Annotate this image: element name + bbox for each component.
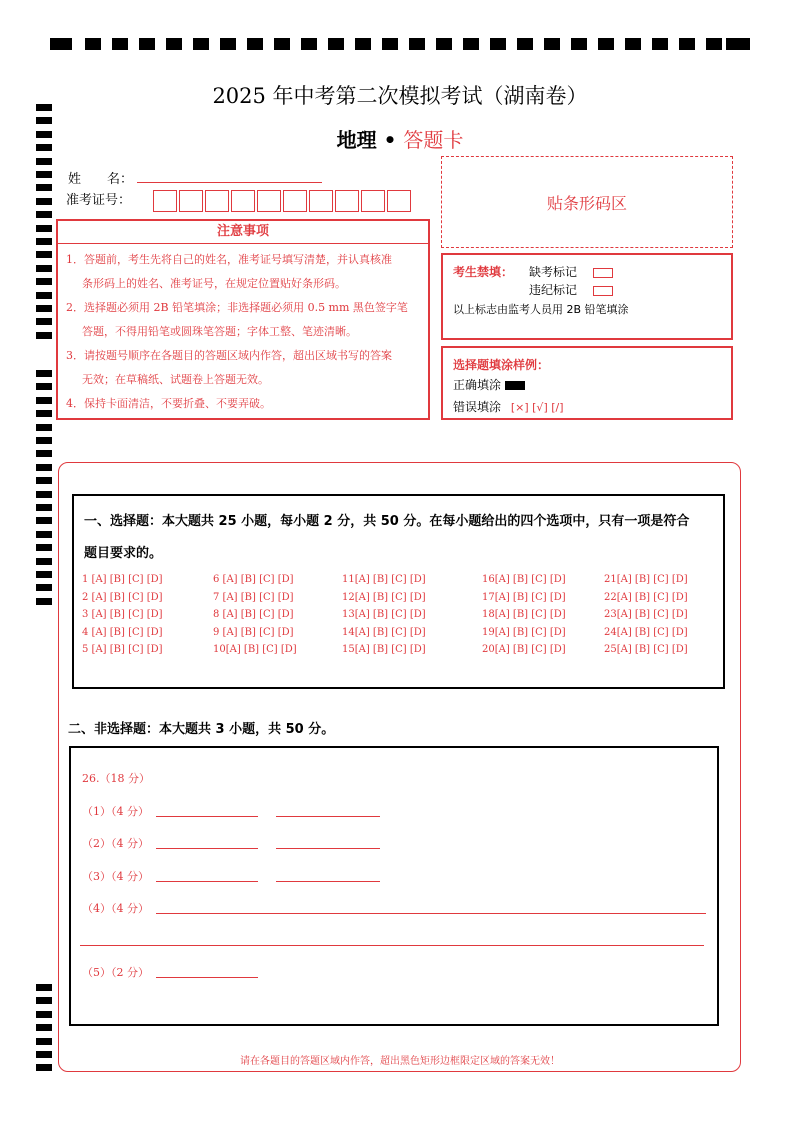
forbid-title: 考生禁填： bbox=[453, 265, 514, 279]
notes-title: 注意事项 bbox=[58, 221, 428, 244]
timing-mark bbox=[36, 517, 52, 524]
id-digit-box[interactable] bbox=[257, 190, 281, 212]
timing-mark bbox=[166, 38, 182, 50]
part-label: （2）（4 分） bbox=[82, 837, 149, 850]
mc-question[interactable]: 10[A] [B] [C] [D] bbox=[213, 644, 297, 655]
timing-mark bbox=[726, 38, 750, 50]
timing-mark bbox=[36, 305, 52, 312]
id-digit-box[interactable] bbox=[179, 190, 203, 212]
dot: • bbox=[383, 128, 397, 152]
part-label: （4）（4 分） bbox=[82, 902, 149, 915]
timing-mark bbox=[36, 504, 52, 511]
timing-mark bbox=[36, 450, 52, 457]
timing-mark bbox=[36, 332, 52, 339]
sample-title: 选择题填涂样例： bbox=[453, 358, 550, 372]
answer-line[interactable] bbox=[156, 913, 706, 914]
timing-mark bbox=[36, 225, 52, 232]
notes-box bbox=[56, 219, 430, 420]
timing-mark bbox=[193, 38, 209, 50]
page-title: 2025 年中考第二次模拟考试（湖南卷） bbox=[212, 84, 588, 108]
mc-question[interactable]: 14[A] [B] [C] [D] bbox=[342, 626, 426, 638]
timing-mark bbox=[36, 598, 52, 605]
timing-mark bbox=[36, 464, 52, 471]
timing-mark bbox=[36, 477, 52, 484]
timing-mark bbox=[112, 38, 128, 50]
mc-question[interactable]: 5 [A] [B] [C] [D] bbox=[82, 644, 163, 655]
answer-line[interactable] bbox=[80, 945, 704, 946]
timing-mark bbox=[36, 265, 52, 272]
mc-question[interactable]: 4 [A] [B] [C] [D] bbox=[82, 626, 163, 638]
id-digit-box[interactable] bbox=[335, 190, 359, 212]
timing-mark bbox=[328, 38, 344, 50]
nonmc-box bbox=[69, 746, 719, 1026]
timing-mark bbox=[301, 38, 317, 50]
mc-question[interactable]: 20[A] [B] [C] [D] bbox=[482, 644, 566, 655]
timing-mark bbox=[36, 292, 52, 299]
timing-mark bbox=[36, 198, 52, 205]
answer-line[interactable] bbox=[156, 977, 258, 978]
id-digit-box[interactable] bbox=[231, 190, 255, 212]
timing-mark bbox=[409, 38, 425, 50]
timing-mark bbox=[517, 38, 533, 50]
timing-mark bbox=[36, 584, 52, 591]
q26-label: 26.（18 分） bbox=[82, 772, 150, 785]
timing-mark bbox=[679, 38, 695, 50]
notes-item: 3．请按题号顺序在各题目的答题区域内作答，超出区域书写的答案 无效；在草稿纸、试题卷上答题无效。 bbox=[66, 349, 392, 386]
mc-question[interactable]: 7 [A] [B] [C] [D] bbox=[213, 591, 294, 603]
notes-item: 1．答题前，考生先将自己的姓名，准考证号填写清楚，并认真核准 条形码上的姓名、准考证号，在规定位置贴好条形码。 bbox=[66, 253, 392, 290]
timing-mark bbox=[571, 38, 587, 50]
violation-mark-row bbox=[529, 281, 613, 298]
mc-question[interactable]: 8 [A] [B] [C] [D] bbox=[213, 609, 294, 620]
timing-mark bbox=[36, 211, 52, 218]
correct-label: 正确填涂 bbox=[453, 378, 502, 392]
mc-question[interactable]: 25[A] [B] [C] [D] bbox=[604, 644, 688, 655]
timing-mark bbox=[220, 38, 236, 50]
id-digit-box[interactable] bbox=[283, 190, 307, 212]
timing-mark bbox=[436, 38, 452, 50]
timing-mark bbox=[36, 437, 52, 444]
answer-line[interactable] bbox=[156, 881, 258, 882]
wrong-marks: [×] [√] [/] bbox=[510, 401, 564, 414]
name-field[interactable] bbox=[137, 182, 322, 183]
sample-box bbox=[441, 346, 733, 420]
timing-mark bbox=[36, 410, 52, 417]
id-digit-box[interactable] bbox=[309, 190, 333, 212]
mc-question[interactable]: 18[A] [B] [C] [D] bbox=[482, 609, 566, 620]
timing-mark bbox=[274, 38, 290, 50]
timing-mark bbox=[36, 158, 52, 165]
absent-mark[interactable] bbox=[593, 268, 613, 278]
mc-question[interactable]: 9 [A] [B] [C] [D] bbox=[213, 626, 294, 638]
timing-mark bbox=[652, 38, 668, 50]
mc-question[interactable]: 11[A] [B] [C] [D] bbox=[342, 574, 426, 585]
card-subtitle bbox=[0, 124, 800, 153]
timing-mark bbox=[36, 278, 52, 285]
mc-question[interactable]: 22[A] [B] [C] [D] bbox=[604, 591, 688, 603]
id-digit-box[interactable] bbox=[361, 190, 385, 212]
timing-marks-top bbox=[50, 38, 750, 50]
mc-question[interactable]: 21[A] [B] [C] [D] bbox=[604, 574, 688, 585]
barcode-area: 贴条形码区 bbox=[441, 156, 733, 248]
correct-row bbox=[453, 376, 525, 393]
id-label: 准考证号： bbox=[66, 193, 132, 208]
id-digit-box[interactable] bbox=[205, 190, 229, 212]
mc-question[interactable]: 13[A] [B] [C] [D] bbox=[342, 609, 426, 620]
mc-question[interactable]: 17[A] [B] [C] [D] bbox=[482, 591, 566, 603]
card-label: 答题卡 bbox=[403, 128, 464, 152]
name-label: 姓 名： bbox=[68, 172, 134, 187]
absent-label: 缺考标记 bbox=[529, 265, 578, 279]
timing-mark bbox=[36, 997, 52, 1004]
timing-mark bbox=[36, 544, 52, 551]
timing-mark bbox=[36, 1038, 52, 1045]
answer-line[interactable] bbox=[276, 848, 380, 849]
mc-question[interactable]: 19[A] [B] [C] [D] bbox=[482, 626, 566, 638]
timing-mark bbox=[139, 38, 155, 50]
mc-question[interactable]: 3 [A] [B] [C] [D] bbox=[82, 609, 163, 620]
timing-mark bbox=[36, 238, 52, 245]
mc-heading: 一、选择题：本大题共 25 小题，每小题 2 分，共 50 分。在每小题给出的四个选项中，只有一项是符合 题目要求的。 bbox=[84, 514, 690, 561]
timing-mark bbox=[382, 38, 398, 50]
timing-mark bbox=[50, 38, 72, 50]
timing-mark bbox=[625, 38, 641, 50]
timing-mark bbox=[36, 491, 52, 498]
timing-mark bbox=[247, 38, 263, 50]
timing-mark bbox=[36, 1024, 52, 1031]
id-digit-box[interactable] bbox=[387, 190, 411, 212]
answer-line[interactable] bbox=[156, 816, 258, 817]
answer-line[interactable] bbox=[276, 881, 380, 882]
notes-item: 4．保持卡面清洁，不要折叠、不要弄破。 bbox=[66, 397, 271, 410]
timing-mark bbox=[36, 370, 52, 377]
subject: 地理 bbox=[336, 128, 377, 152]
forbid-box bbox=[441, 253, 733, 340]
id-number-boxes[interactable] bbox=[153, 190, 413, 212]
timing-mark bbox=[36, 571, 52, 578]
mc-question[interactable]: 23[A] [B] [C] [D] bbox=[604, 609, 688, 620]
timing-mark bbox=[36, 383, 52, 390]
id-digit-box[interactable] bbox=[153, 190, 177, 212]
timing-mark bbox=[36, 1011, 52, 1018]
part-label: （1）（4 分） bbox=[82, 805, 149, 818]
mc-question[interactable]: 15[A] [B] [C] [D] bbox=[342, 644, 426, 655]
forbid-note: 以上标志由监考人员用 2B 铅笔填涂 bbox=[453, 303, 629, 316]
timing-mark bbox=[355, 38, 371, 50]
timing-mark bbox=[598, 38, 614, 50]
mc-question[interactable]: 16[A] [B] [C] [D] bbox=[482, 574, 566, 585]
timing-mark bbox=[36, 424, 52, 431]
violation-label: 违纪标记 bbox=[529, 283, 578, 297]
part-label: （3）（4 分） bbox=[82, 870, 149, 883]
timing-mark bbox=[36, 558, 52, 565]
timing-mark bbox=[36, 397, 52, 404]
answer-line[interactable] bbox=[156, 848, 258, 849]
part-label: （5）（2 分） bbox=[82, 966, 149, 979]
footer-note: 请在各题目的答题区域内作答，超出黑色矩形边框限定区域的答案无效！ bbox=[240, 1056, 560, 1067]
timing-mark bbox=[463, 38, 479, 50]
mc-question[interactable]: 6 [A] [B] [C] [D] bbox=[213, 574, 294, 585]
absent-mark-row bbox=[529, 263, 613, 280]
mc-question[interactable]: 12[A] [B] [C] [D] bbox=[342, 591, 426, 603]
timing-mark bbox=[85, 38, 101, 50]
timing-mark bbox=[36, 251, 52, 258]
timing-mark bbox=[490, 38, 506, 50]
timing-mark bbox=[36, 318, 52, 325]
timing-mark bbox=[36, 984, 52, 991]
mc-question[interactable]: 2 [A] [B] [C] [D] bbox=[82, 591, 163, 603]
wrong-row bbox=[453, 398, 564, 415]
notes-item: 2．选择题必须用 2B 铅笔填涂；非选择题必须用 0.5 mm 黑色签字笔 答题，不得用铅笔或圆珠笔答题；字体工整、笔迹清晰。 bbox=[66, 301, 408, 338]
nonmc-heading: 二、非选择题：本大题共 3 小题，共 50 分。 bbox=[68, 722, 335, 737]
violation-mark[interactable] bbox=[593, 286, 613, 296]
timing-mark bbox=[36, 184, 52, 191]
answer-line[interactable] bbox=[276, 816, 380, 817]
timing-mark bbox=[36, 531, 52, 538]
timing-mark bbox=[706, 38, 722, 50]
wrong-label: 错误填涂 bbox=[453, 400, 502, 414]
timing-mark bbox=[36, 171, 52, 178]
filled-mark bbox=[505, 381, 525, 390]
mc-question[interactable]: 24[A] [B] [C] [D] bbox=[604, 626, 688, 638]
mc-question[interactable]: 1 [A] [B] [C] [D] bbox=[82, 574, 163, 585]
timing-mark bbox=[544, 38, 560, 50]
